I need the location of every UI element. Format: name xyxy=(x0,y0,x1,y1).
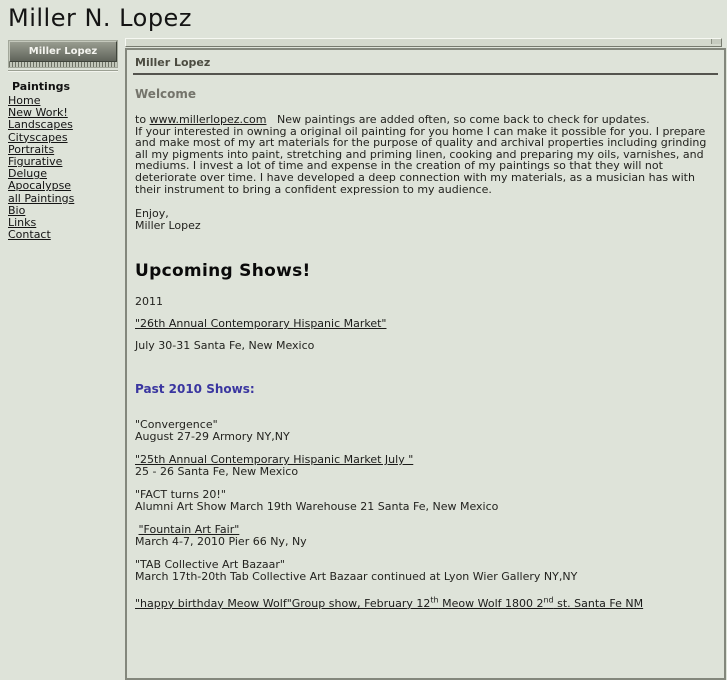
horizontal-scrollbar-thumb[interactable] xyxy=(711,39,721,44)
past-show-convergence xyxy=(133,419,718,443)
show-detail: Alumni Art Show March 19th Warehouse 21 Santa Fe, New Mexico xyxy=(135,500,499,514)
show-detail: March 4-7, 2010 Pier 66 Ny, Ny xyxy=(135,535,307,549)
sidebar xyxy=(8,40,118,241)
meow-wolf-part2: Meow Wolf 1800 2 xyxy=(438,596,544,610)
sidebar-item-apocalypse[interactable]: Apocalypse xyxy=(8,179,72,193)
sidebar-item-all-paintings[interactable]: all Paintings xyxy=(8,191,75,205)
show-detail: 25 - 26 Santa Fe, New Mexico xyxy=(135,465,299,479)
sidebar-item-new-work[interactable]: New Work! xyxy=(8,106,68,120)
upcoming-show-link[interactable]: "26th Annual Contemporary Hispanic Market" xyxy=(135,316,387,330)
sidebar-item-links[interactable]: Links xyxy=(8,216,37,230)
intro-prefix: to xyxy=(135,113,150,126)
upcoming-show-line xyxy=(135,318,718,330)
past-show-fact-turns-20 xyxy=(133,489,718,513)
sidebar-header-box xyxy=(8,40,118,68)
main-content-frame xyxy=(125,48,726,680)
upcoming-shows-heading: Upcoming Shows! xyxy=(135,261,311,282)
meow-wolf-sup1: th xyxy=(430,595,439,605)
sidebar-item-home[interactable]: Home xyxy=(8,94,41,107)
sidebar-item-figurative[interactable]: Figurative xyxy=(8,155,63,169)
sidebar-section-title: Paintings xyxy=(12,80,71,93)
show-title-link[interactable]: "Fountain Art Fair" xyxy=(138,523,240,537)
show-title-link[interactable]: "25th Annual Contemporary Hispanic Market July " xyxy=(135,453,414,467)
show-title: "Convergence" xyxy=(135,418,218,432)
welcome-paragraph xyxy=(135,114,718,195)
site-link[interactable]: www.millerlopez.com xyxy=(149,113,267,126)
meow-wolf-sup2: nd xyxy=(543,595,554,605)
sidebar-header-hatch xyxy=(9,62,117,67)
show-title: "TAB Collective Art Bazaar" xyxy=(135,558,285,572)
sidebar-item-deluge[interactable]: Deluge xyxy=(8,167,48,181)
past-show-hispanic-market xyxy=(133,454,718,478)
signoff-text: Enjoy, xyxy=(135,207,169,221)
sidebar-item-bio[interactable]: Bio xyxy=(8,203,26,217)
upcoming-year: 2011 xyxy=(135,295,163,309)
past-shows-heading: Past 2010 Shows: xyxy=(135,382,255,397)
show-title: "FACT turns 20!" xyxy=(135,488,226,502)
show-detail: August 27-29 Armory NY,NY xyxy=(135,430,290,444)
sidebar-item-portraits[interactable]: Portraits xyxy=(8,142,55,156)
sidebar-divider xyxy=(8,70,118,72)
welcome-body-text: If your interested in owning a original oil painting for you home I can make it possible for you. I prepare and make most of my art materials for the purpose of quality and archival properties including grinding all my pigments into paint, stretching and priming linen, cooking and preparing my oils, varnishes, and mediums. I invest a lot of time and expense in the creation of my paintings so that they will not deteriorate over time. I have developed a deep connection with my materials, as a musician has with their instrument to bring a confident expression to my audience. xyxy=(135,124,707,196)
signature-text: Miller Lopez xyxy=(135,218,201,232)
meow-wolf-part3: st. Santa Fe NM xyxy=(553,596,644,610)
past-show-meow-wolf xyxy=(133,594,718,610)
sidebar-item-cityscapes[interactable]: Cityscapes xyxy=(8,130,68,144)
show-title-link[interactable] xyxy=(135,597,643,610)
sidebar-header-button[interactable]: Miller Lopez xyxy=(9,41,117,62)
page-title: Miller N. Lopez xyxy=(8,4,192,32)
intro-suffix: New paintings are added often, so come back to check for updates. xyxy=(266,113,650,126)
sidebar-item-contact[interactable]: Contact xyxy=(8,228,51,242)
welcome-heading: Welcome xyxy=(135,87,197,101)
upcoming-show-date: July 30-31 Santa Fe, New Mexico xyxy=(135,338,315,352)
past-show-tab-collective xyxy=(133,559,718,583)
frame-title: Miller Lopez xyxy=(133,54,718,75)
signoff-block xyxy=(135,208,718,231)
horizontal-scrollbar[interactable] xyxy=(125,38,722,47)
sidebar-item-landscapes[interactable]: Landscapes xyxy=(8,118,73,132)
show-detail: March 17th-20th Tab Collective Art Bazaar continued at Lyon Wier Gallery NY,NY xyxy=(135,570,578,584)
meow-wolf-part1: "happy birthday Meow Wolf"Group show, February 12 xyxy=(135,596,431,610)
